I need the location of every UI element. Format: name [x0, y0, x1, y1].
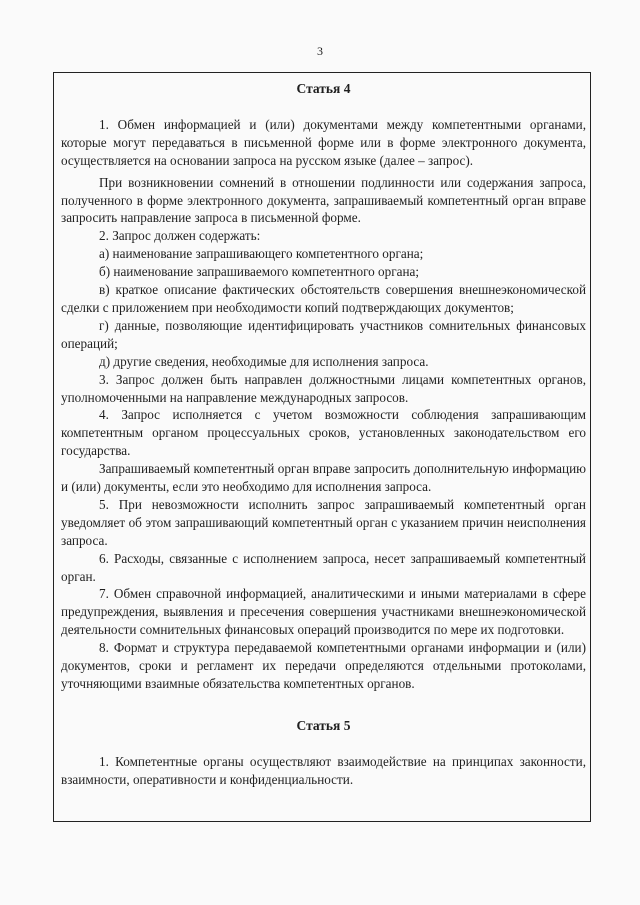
article-4-list-item: г) данные, позволяющие идентифицировать участников сомнительных финансовых операций;	[61, 317, 586, 351]
article-4-paragraph: 1. Обмен информацией и (или) документами между компетентными органами, которые могут передаваться в письменной форме или в форме электронного документа, осуществляется на основании запроса на русском языке (далее – запрос).	[61, 116, 586, 168]
article-4-paragraph: 2. Запрос должен содержать:	[99, 228, 261, 244]
article-4-paragraph: 6. Расходы, связанные с исполнением запроса, несет запрашиваемый компетентный орган.	[61, 550, 586, 584]
article-4-list-item: д) другие сведения, необходимые для исполнения запроса.	[99, 353, 429, 369]
article-4-paragraph: 5. При невозможности исполнить запрос запрашиваемый компетентный орган уведомляет об этом запрашивающий компетентный орган с указанием причин неисполнения запроса.	[61, 496, 586, 548]
article-4-list-item: а) наименование запрашивающего компетентного органа;	[99, 246, 424, 262]
article-5-paragraph: 1. Компетентные органы осуществляют взаимодействие на принципах законности, взаимности, оперативности и конфиденциальности.	[61, 753, 586, 787]
article-4-paragraph: Запрашиваемый компетентный орган вправе запросить дополнительную информацию и (или) документы, если это необходимо для исполнения запроса.	[61, 461, 586, 495]
article-5-heading: Статья 5	[296, 717, 351, 733]
article-4-paragraph: При возникновении сомнений в отношении подлинности или содержания запроса, полученного в форме электронного документа, запрашиваемый компетентный орган вправе запросить направление запроса в письменной форме.	[61, 174, 586, 226]
page-number: 3	[317, 44, 323, 58]
article-4-paragraph: 8. Формат и структура передаваемой компетентными органами информации и (или) документов, сроки и регламент их передачи определяются отдельными протоколами, уточняющими взаимные обязательства компетентных органов.	[61, 640, 586, 691]
article-4-paragraph: 7. Обмен справочной информацией, аналитическими и иными материалами в сфере предупреждения, выявления и пресечения совершения участниками внешнеэкономической деятельности сомнительных финансовых операций производится по мере их подготовки.	[61, 586, 586, 638]
document-body	[61, 80, 586, 789]
article-4-paragraph: 4. Запрос исполняется с учетом возможности соблюдения запрашивающим компетентным органом процессуальных сроков, установленных законодательством его государства.	[61, 407, 586, 459]
article-4-list-item: б) наименование запрашиваемого компетентного органа;	[99, 264, 420, 280]
article-4-list-item: в) краткое описание фактических обстоятельств совершения внешнеэкономической сделки с приложением при необходимости копий подтверждающих документов;	[61, 282, 586, 315]
article-4-heading: Статья 4	[296, 81, 351, 96]
article-4-paragraph: 3. Запрос должен быть направлен должностными лицами компетентных органов, уполномоченными на направление международных запросов.	[61, 371, 586, 405]
